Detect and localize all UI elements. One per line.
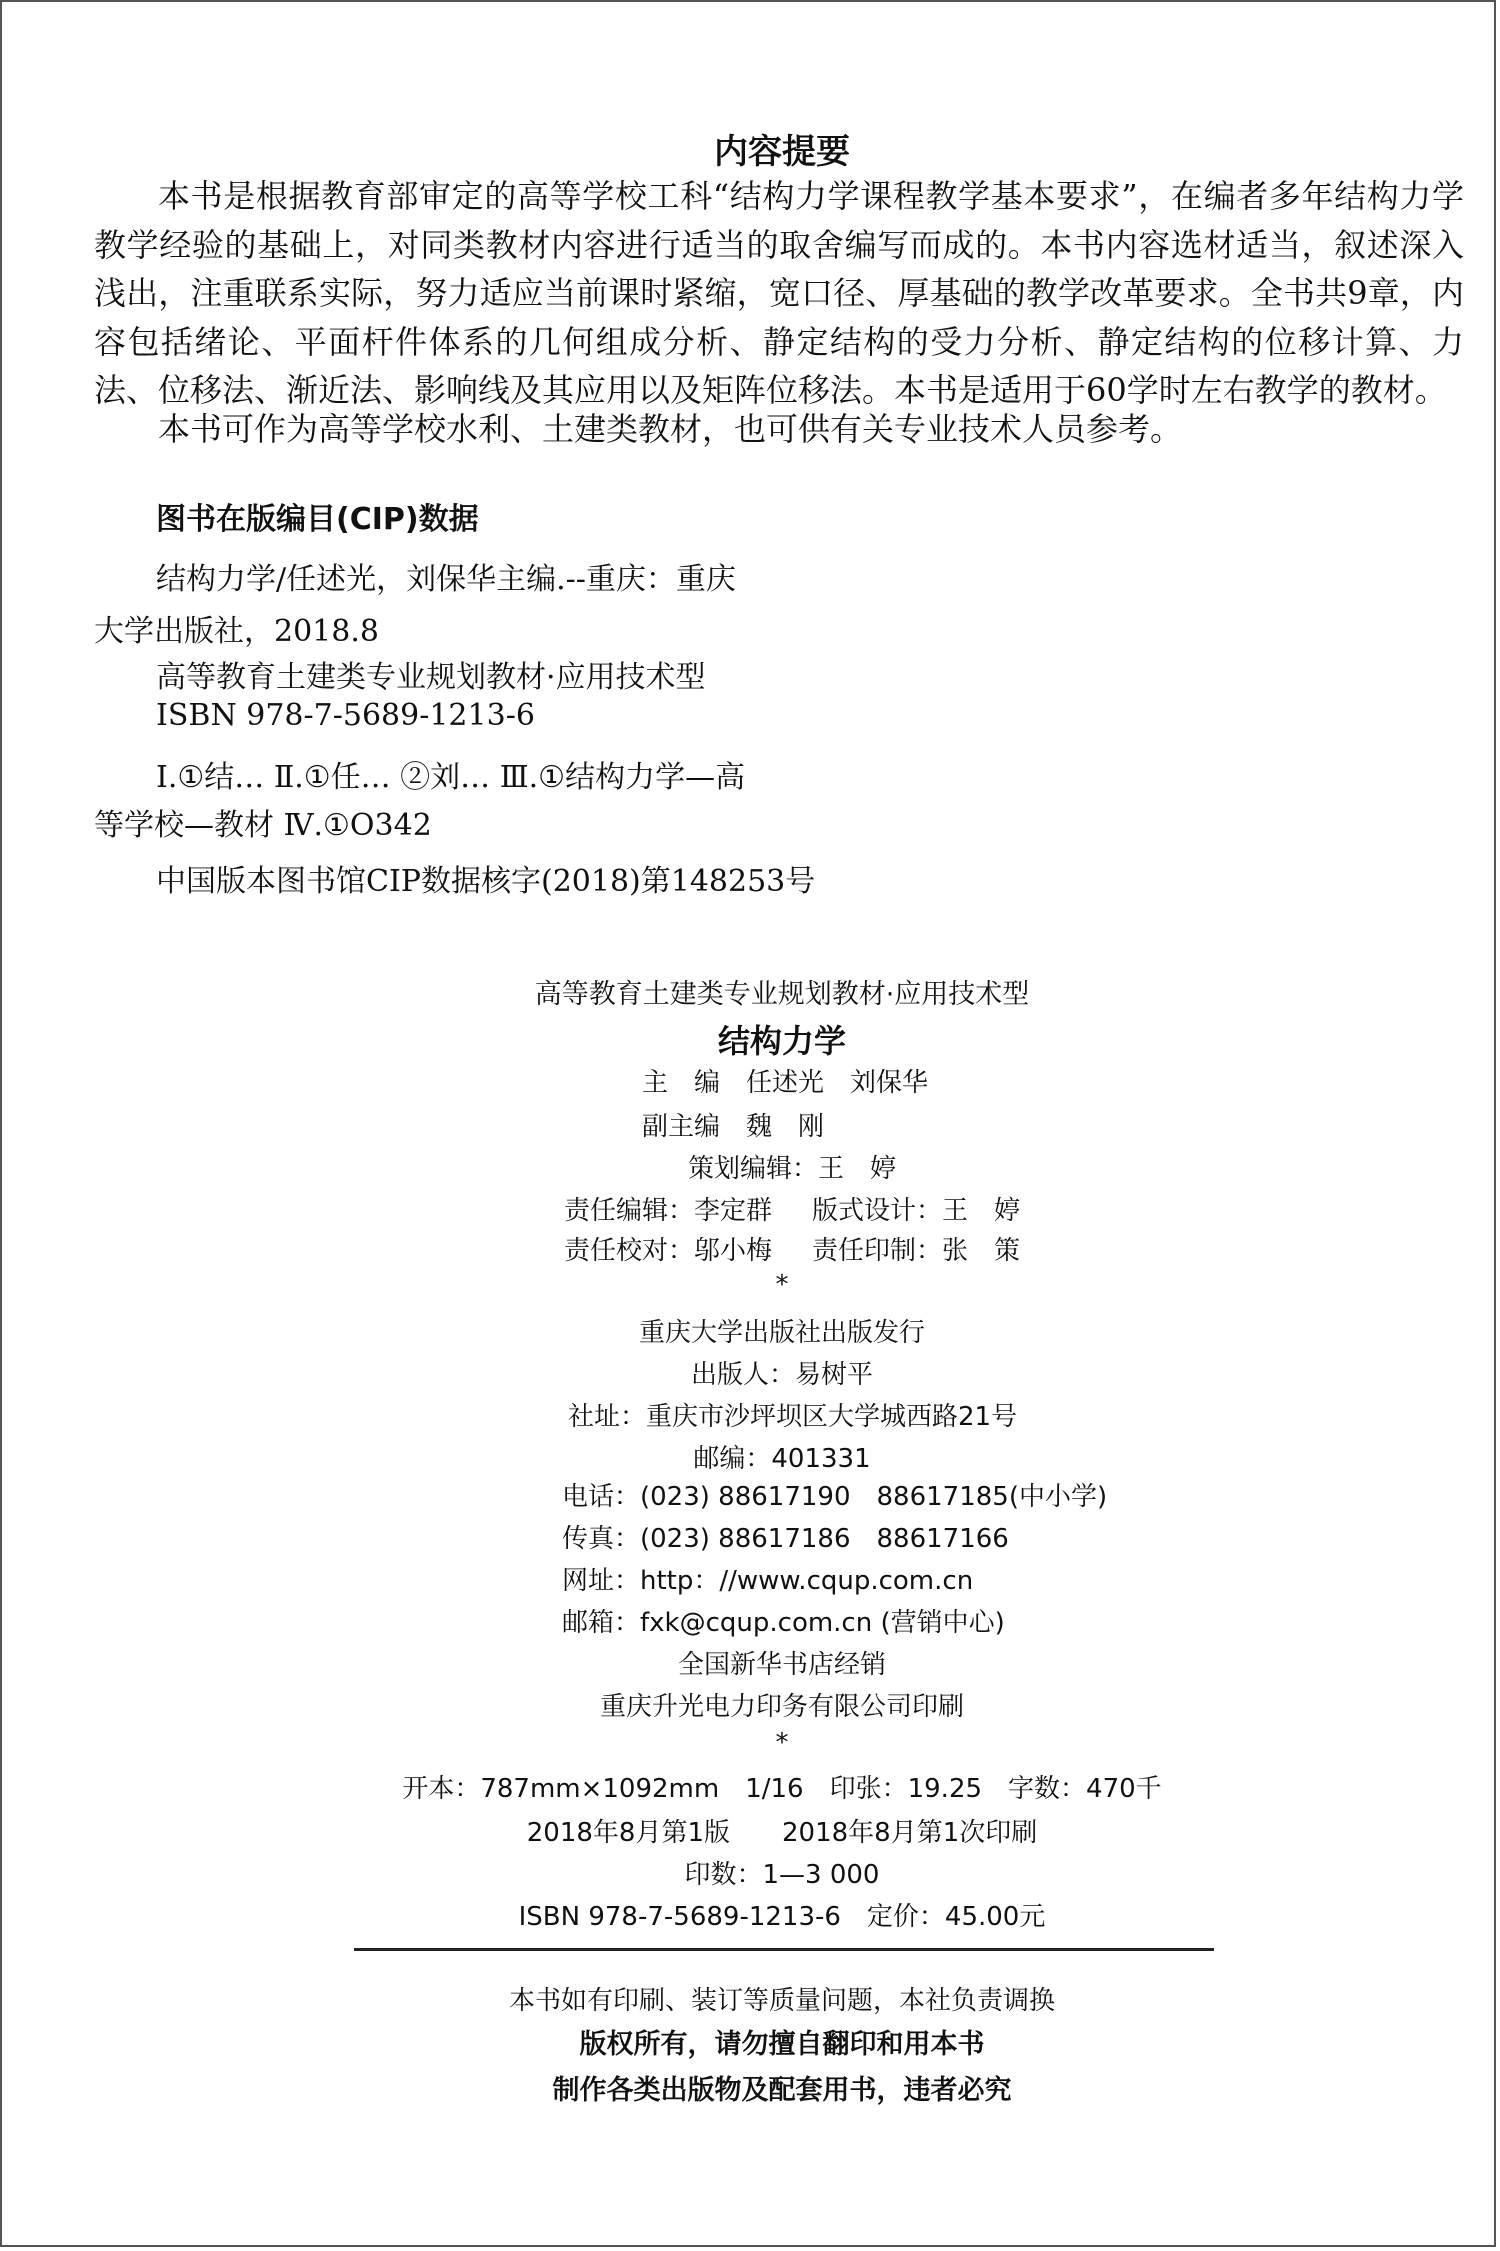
book-title: 结构力学 [717, 1022, 846, 1060]
edition-info: 2018年8月第1版 2018年8月第1次印刷 [526, 1818, 1038, 1848]
email: 邮箱：fxk@cqup.com.cn (营销中心) [562, 1608, 1005, 1638]
fax: 传真：(023) 88617186 88617166 [562, 1524, 1009, 1554]
separator-star-1: * [775, 1270, 789, 1300]
copyright-notice: 版权所有，请勿擅自翻印和用本书 [579, 2029, 985, 2060]
deputy-editor: 副主编 魏 刚 [642, 1112, 825, 1142]
cip-line-7: 中国版本图书馆CIP数据核字(2018)第148253号 [156, 864, 816, 899]
cip-line-5: Ⅰ.①结… Ⅱ.①任… ②刘… Ⅲ.①结构力学—高 [156, 760, 746, 795]
summary-paragraph-2: 本书可作为高等学校水利、土建类教材，也可供有关专业技术人员参考。 [158, 410, 1183, 448]
divider-line [354, 1948, 1214, 1951]
cip-line-1: 结构力学/任述光，刘保华主编.--重庆：重庆 [156, 562, 736, 597]
chief-editors: 主 编 任述光 刘保华 [642, 1068, 929, 1098]
cip-line-2: 大学出版社，2018.8 [94, 614, 379, 649]
quality-notice: 本书如有印刷、装订等质量问题，本社负责调换 [508, 1986, 1055, 2016]
isbn-price: ISBN 978-7-5689-1213-6 定价：45.00元 [518, 1902, 1046, 1932]
website: 网址：http：//www.cqup.com.cn [562, 1566, 974, 1596]
summary-paragraph-1: 本书是根据教育部审定的高等学校工科“结构力学课程教学基本要求”，在编者多年结构力学教学经验的基础上，对同类教材内容进行适当的取舍编写而成的。本书内容选材适当，叙述深入浅出，注重联系实际，努力适应当前课时紧缩，宽口径、厚基础的教学改革要求。全书共9章，内容包括绪论、平面杆件体系的几何组成分析、静定结构的受力分析、静定结构的位移计算、力法、位移法、渐近法、影响线及其应用以及矩阵位移法。本书是适用于60学时左右教学的教材。 [94, 177, 1464, 409]
print-run: 印数：1—3 000 [684, 1860, 880, 1890]
phone: 电话：(023) 88617190 88617185(中小学) [562, 1482, 1108, 1512]
layout-design: 版式设计：王 婷 [812, 1196, 1021, 1226]
cip-line-6: 等学校—教材 Ⅳ.①O342 [94, 808, 432, 843]
series-name: 高等教育土建类专业规划教材·应用技术型 [534, 979, 1030, 1010]
planning-editor: 策划编辑：王 婷 [688, 1154, 897, 1184]
cip-line-3: 高等教育土建类专业规划教材·应用技术型 [156, 660, 706, 695]
publisher: 重庆大学出版社出版发行 [638, 1318, 925, 1348]
printer: 重庆升光电力印务有限公司印刷 [599, 1692, 964, 1722]
separator-star-2: * [775, 1728, 789, 1758]
proofreader: 责任校对：邬小梅 [564, 1236, 773, 1266]
summary-title: 内容提要 [714, 132, 850, 172]
distributor: 全国新华书店经销 [677, 1650, 886, 1680]
cip-line-4: ISBN 978-7-5689-1213-6 [156, 698, 535, 733]
print-manager: 责任印制：张 策 [812, 1236, 1021, 1266]
postcode: 邮编：401331 [693, 1444, 871, 1474]
publisher-address: 社址：重庆市沙坪坝区大学城西路21号 [568, 1402, 1018, 1432]
responsible-editor: 责任编辑：李定群 [564, 1196, 773, 1226]
infringement-notice: 制作各类出版物及配套用书，违者必究 [552, 2075, 1012, 2106]
publisher-person: 出版人：易树平 [690, 1360, 873, 1390]
cip-heading: 图书在版编目(CIP)数据 [156, 502, 479, 537]
format-info: 开本：787mm×1092mm 1/16 印张：19.25 字数：470千 [402, 1774, 1162, 1804]
